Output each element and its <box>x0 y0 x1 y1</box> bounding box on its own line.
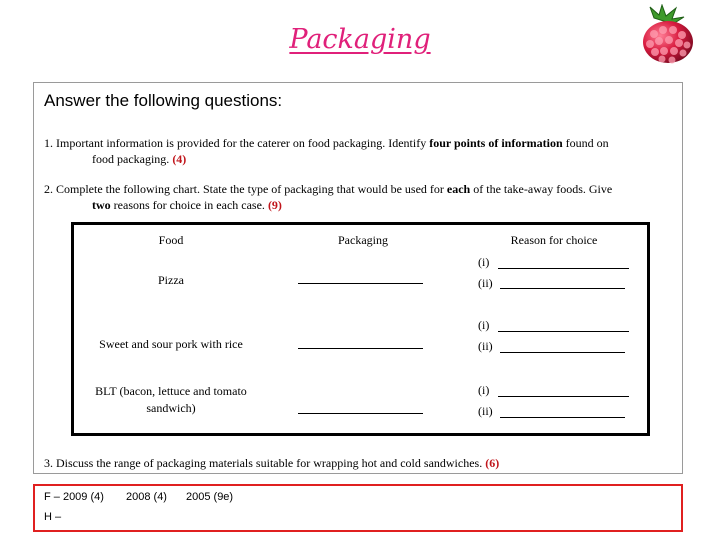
reason-label-1: (i) <box>478 383 490 397</box>
chart-header-reason: Reason for choice <box>510 233 598 247</box>
food-cell: Pizza <box>158 273 184 287</box>
question-3: 3. Discuss the range of packaging materials suitable for wrapping hot and cold sandwiches. (6) <box>44 456 500 470</box>
reason-answer-field[interactable] <box>500 288 625 289</box>
chart-header-packaging: Packaging <box>338 233 388 247</box>
answer-line <box>298 348 423 349</box>
reference-2005: 2005 (9e) <box>186 491 234 503</box>
question-3-marks: (6) <box>485 456 500 470</box>
answer-line <box>298 413 423 414</box>
reason-answer-field[interactable] <box>498 331 629 332</box>
reference-h: H – <box>44 511 62 523</box>
reason-answer-field[interactable] <box>498 396 629 397</box>
packaging-answer-field[interactable] <box>298 331 423 347</box>
reason-label-2: (ii) <box>478 276 493 290</box>
answer-line <box>298 283 423 284</box>
reason-answer-field[interactable] <box>500 417 625 418</box>
reference-f: F – 2009 (4) <box>44 491 104 503</box>
reason-answer-field[interactable] <box>500 352 625 353</box>
reason-label-1: (i) <box>478 255 490 269</box>
food-cell: Sweet and sour pork with rice <box>99 337 243 351</box>
question-2-marks: (9) <box>267 198 282 212</box>
packaging-answer-field[interactable] <box>298 396 423 412</box>
reference-2008: 2008 (4) <box>126 491 167 503</box>
exam-references <box>33 484 683 532</box>
question-1: 1. Important information is provided for the caterer on food packaging. Identify four points of information found on food packaging. (4) <box>44 136 609 166</box>
questions-heading: Answer the following questions: <box>44 91 283 110</box>
question-1-marks: (4) <box>172 152 187 166</box>
reason-label-2: (ii) <box>478 404 493 418</box>
reason-label-2: (ii) <box>478 339 493 353</box>
page-title: Packaging <box>289 24 431 55</box>
raspberry-icon <box>632 4 698 66</box>
packaging-chart <box>71 222 650 436</box>
food-cell: BLT (bacon, lettuce and tomato sandwich) <box>95 384 247 415</box>
chart-header-food: Food <box>158 233 184 247</box>
questions-panel <box>33 82 683 474</box>
packaging-answer-field[interactable] <box>298 266 423 282</box>
question-2: 2. Complete the following chart. State the type of packaging that would be used for each of the take-away foods. Give two reasons for choice in each case. (9) <box>44 182 613 212</box>
reason-answer-field[interactable] <box>498 268 629 269</box>
reason-label-1: (i) <box>478 318 490 332</box>
